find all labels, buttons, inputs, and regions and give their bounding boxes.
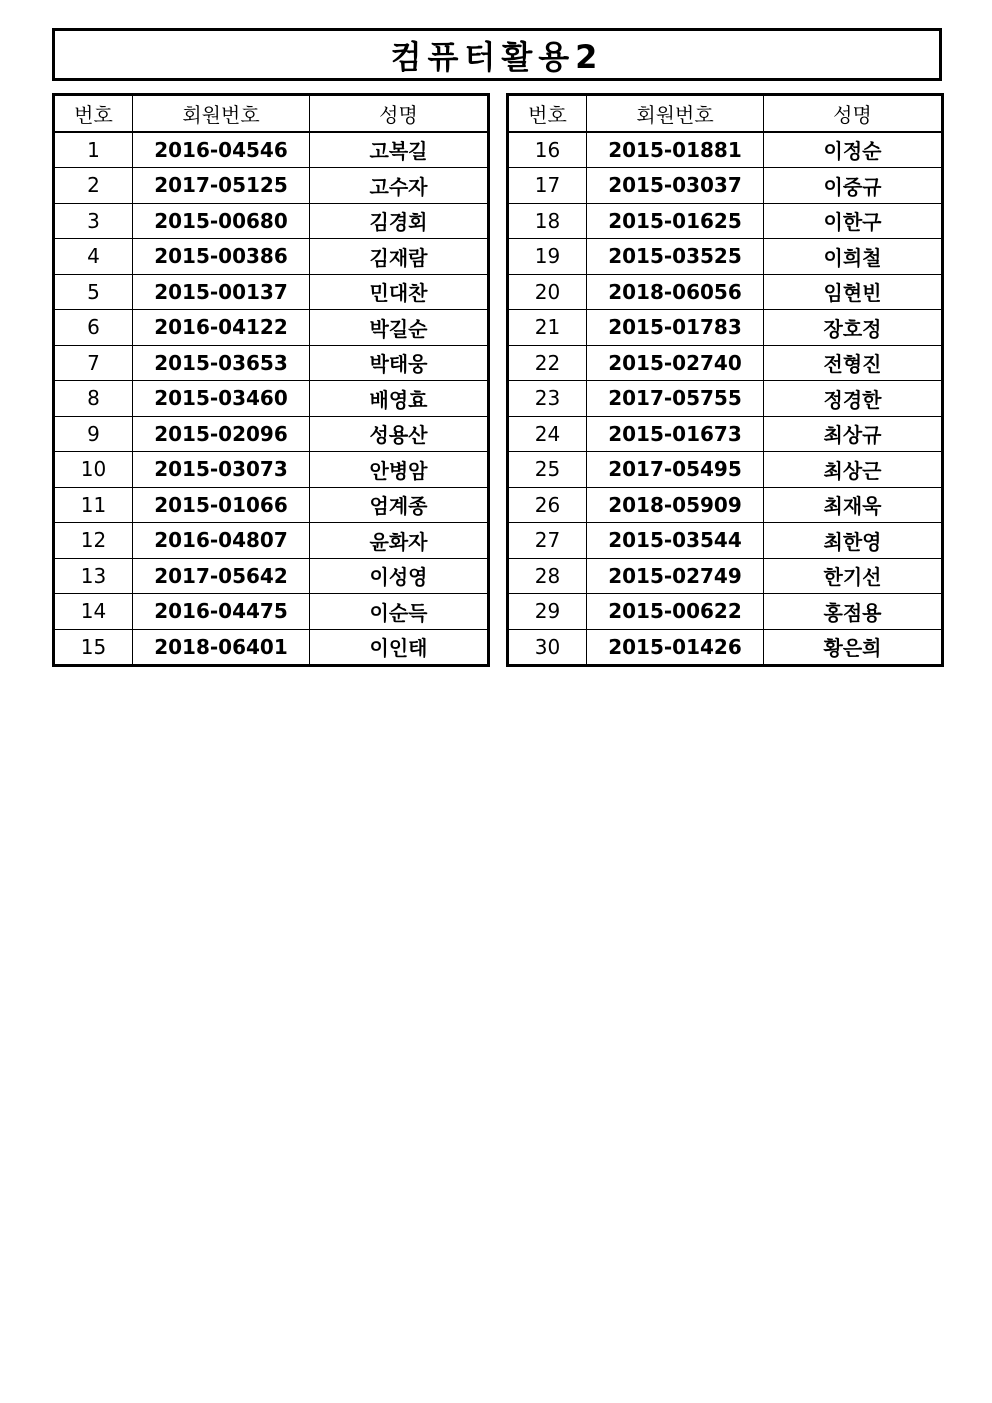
member-id-cell: 2015-02749	[587, 558, 764, 594]
table-row	[508, 629, 943, 666]
header-name: 성명	[310, 95, 489, 132]
row-number: 29	[508, 594, 587, 630]
row-number: 15	[54, 629, 133, 666]
member-name-cell: 최상근	[764, 452, 943, 488]
table-row	[508, 274, 943, 310]
row-number: 21	[508, 310, 587, 346]
member-id-cell: 2016-04475	[133, 594, 310, 630]
table-row	[508, 558, 943, 594]
table-row	[54, 132, 489, 168]
member-id-cell: 2015-00386	[133, 239, 310, 275]
header-row	[508, 95, 943, 132]
member-id-cell: 2018-05909	[587, 487, 764, 523]
member-id-cell: 2015-00622	[587, 594, 764, 630]
table-row	[508, 203, 943, 239]
table-row	[54, 203, 489, 239]
member-name-cell: 최한영	[764, 523, 943, 559]
row-number: 18	[508, 203, 587, 239]
member-id-cell: 2015-01673	[587, 416, 764, 452]
member-name-cell: 김재람	[310, 239, 489, 275]
row-number: 3	[54, 203, 133, 239]
title-box	[52, 28, 942, 81]
member-id-cell: 2017-05642	[133, 558, 310, 594]
table-row	[54, 558, 489, 594]
member-id-cell: 2015-03037	[587, 168, 764, 204]
member-id-cell: 2016-04546	[133, 132, 310, 168]
member-id-cell: 2015-01783	[587, 310, 764, 346]
row-number: 10	[54, 452, 133, 488]
header-member-id: 회원번호	[133, 95, 310, 132]
table-row	[508, 239, 943, 275]
page-title: 컴퓨터활용2	[390, 37, 604, 76]
row-number: 1	[54, 132, 133, 168]
row-number: 30	[508, 629, 587, 666]
member-name-cell: 임현빈	[764, 274, 943, 310]
row-number: 6	[54, 310, 133, 346]
table-row	[508, 452, 943, 488]
table-row	[508, 345, 943, 381]
member-name-cell: 이한구	[764, 203, 943, 239]
member-name-cell: 최재욱	[764, 487, 943, 523]
row-number: 13	[54, 558, 133, 594]
table-row	[508, 381, 943, 417]
member-name-cell: 민대찬	[310, 274, 489, 310]
member-id-cell: 2017-05495	[587, 452, 764, 488]
row-number: 27	[508, 523, 587, 559]
member-id-cell: 2015-03653	[133, 345, 310, 381]
member-id-cell: 2015-01426	[587, 629, 764, 666]
member-id-cell: 2017-05755	[587, 381, 764, 417]
member-name-cell: 이인태	[310, 629, 489, 666]
table-row	[54, 168, 489, 204]
table-row	[54, 239, 489, 275]
member-name-cell: 고수자	[310, 168, 489, 204]
table-row	[54, 345, 489, 381]
member-id-cell: 2015-01066	[133, 487, 310, 523]
member-name-cell: 홍점용	[764, 594, 943, 630]
member-name-cell: 이희철	[764, 239, 943, 275]
member-name-cell: 이순득	[310, 594, 489, 630]
member-name-cell: 안병암	[310, 452, 489, 488]
member-id-cell: 2015-03073	[133, 452, 310, 488]
table-row	[54, 416, 489, 452]
member-name-cell: 황은희	[764, 629, 943, 666]
member-name-cell: 이정순	[764, 132, 943, 168]
row-number: 14	[54, 594, 133, 630]
member-id-cell: 2015-00137	[133, 274, 310, 310]
row-number: 4	[54, 239, 133, 275]
member-id-cell: 2016-04122	[133, 310, 310, 346]
row-number: 24	[508, 416, 587, 452]
table-row	[508, 416, 943, 452]
roster-body-left	[54, 132, 489, 666]
member-name-cell: 성용산	[310, 416, 489, 452]
table-row	[508, 132, 943, 168]
member-name-cell: 장호정	[764, 310, 943, 346]
member-name-cell: 한기선	[764, 558, 943, 594]
row-number: 25	[508, 452, 587, 488]
table-row	[54, 594, 489, 630]
member-id-cell: 2018-06401	[133, 629, 310, 666]
member-id-cell: 2015-00680	[133, 203, 310, 239]
member-id-cell: 2015-02740	[587, 345, 764, 381]
header-name: 성명	[764, 95, 943, 132]
table-row	[54, 523, 489, 559]
row-number: 8	[54, 381, 133, 417]
roster-body-right	[508, 132, 943, 666]
table-row	[54, 310, 489, 346]
row-number: 23	[508, 381, 587, 417]
member-id-cell: 2015-01625	[587, 203, 764, 239]
member-name-cell: 배영효	[310, 381, 489, 417]
row-number: 5	[54, 274, 133, 310]
row-number: 22	[508, 345, 587, 381]
table-row	[508, 523, 943, 559]
table-row	[54, 381, 489, 417]
member-name-cell: 김경회	[310, 203, 489, 239]
row-number: 20	[508, 274, 587, 310]
member-name-cell: 최상규	[764, 416, 943, 452]
row-number: 11	[54, 487, 133, 523]
table-row	[54, 629, 489, 666]
member-name-cell: 이중규	[764, 168, 943, 204]
member-name-cell: 이성영	[310, 558, 489, 594]
header-member-id: 회원번호	[587, 95, 764, 132]
member-id-cell: 2018-06056	[587, 274, 764, 310]
member-id-cell: 2015-01881	[587, 132, 764, 168]
member-name-cell: 고복길	[310, 132, 489, 168]
table-row	[508, 594, 943, 630]
member-name-cell: 박태웅	[310, 345, 489, 381]
row-number: 2	[54, 168, 133, 204]
member-id-cell: 2015-03460	[133, 381, 310, 417]
member-id-cell: 2015-03525	[587, 239, 764, 275]
member-name-cell: 엄계종	[310, 487, 489, 523]
row-number: 9	[54, 416, 133, 452]
row-number: 17	[508, 168, 587, 204]
member-name-cell: 전형진	[764, 345, 943, 381]
table-row	[508, 310, 943, 346]
table-row	[54, 274, 489, 310]
member-id-cell: 2017-05125	[133, 168, 310, 204]
roster-table-left	[52, 93, 490, 667]
member-name-cell: 박길순	[310, 310, 489, 346]
header-number: 번호	[54, 95, 133, 132]
row-number: 7	[54, 345, 133, 381]
member-name-cell: 정경한	[764, 381, 943, 417]
member-id-cell: 2015-02096	[133, 416, 310, 452]
row-number: 28	[508, 558, 587, 594]
table-row	[508, 168, 943, 204]
member-id-cell: 2015-03544	[587, 523, 764, 559]
row-number: 12	[54, 523, 133, 559]
member-id-cell: 2016-04807	[133, 523, 310, 559]
table-row	[54, 487, 489, 523]
row-number: 19	[508, 239, 587, 275]
header-row	[54, 95, 489, 132]
header-number: 번호	[508, 95, 587, 132]
table-row	[508, 487, 943, 523]
row-number: 16	[508, 132, 587, 168]
row-number: 26	[508, 487, 587, 523]
member-name-cell: 윤화자	[310, 523, 489, 559]
table-row	[54, 452, 489, 488]
roster-table-right	[506, 93, 944, 667]
